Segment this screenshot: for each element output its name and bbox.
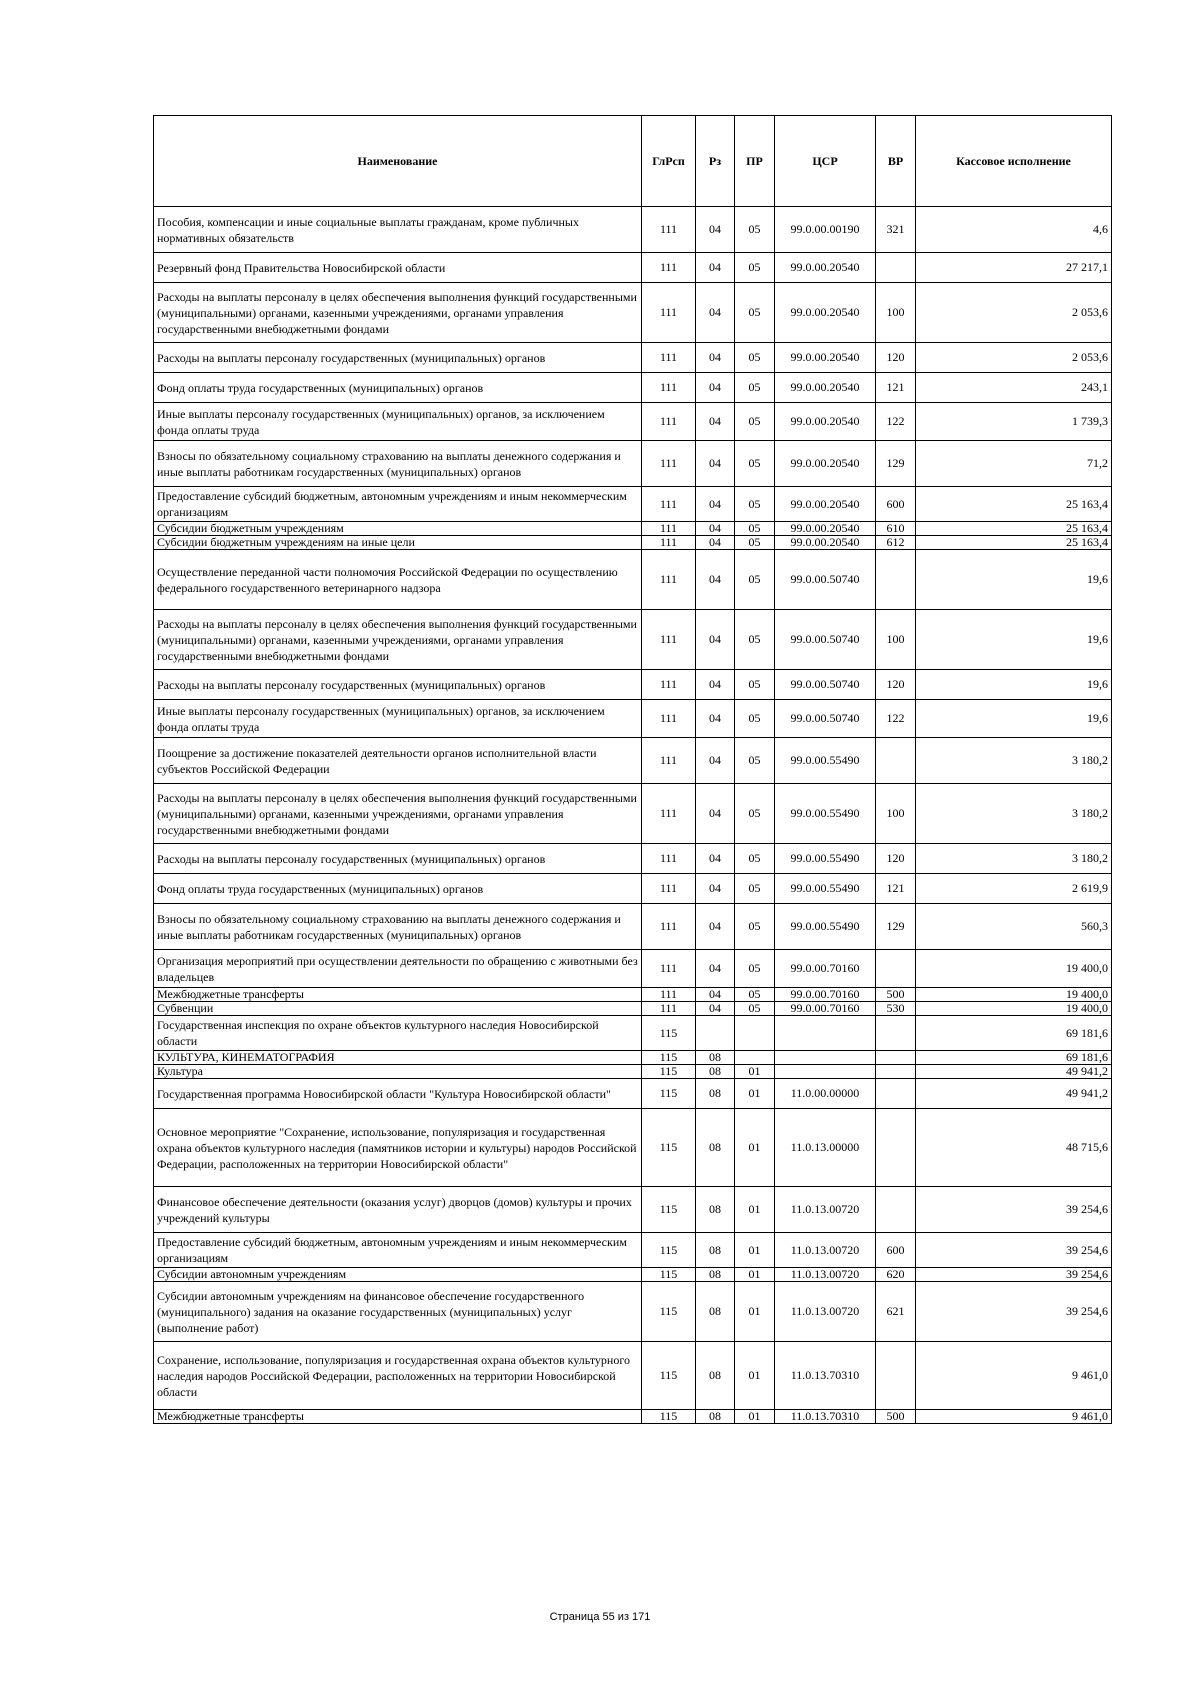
header-amount: Кассовое исполнение (916, 116, 1112, 207)
table-row (154, 1233, 1112, 1268)
cell-rz: 04 (696, 207, 735, 253)
cell-csr: 99.0.00.20540 (775, 253, 876, 283)
cell-csr: 99.0.00.55490 (775, 844, 876, 874)
cell-name: Межбюджетные трансферты (154, 1410, 642, 1424)
table-body (154, 207, 1112, 1424)
cell-rz: 08 (696, 1065, 735, 1079)
cell-pr: 01 (735, 1187, 775, 1233)
cell-glrsp: 111 (642, 874, 696, 904)
cell-rz: 08 (696, 1268, 735, 1282)
cell-amount: 39 254,6 (916, 1233, 1112, 1268)
cell-glrsp: 115 (642, 1268, 696, 1282)
cell-amount: 2 053,6 (916, 283, 1112, 343)
cell-name: Иные выплаты персоналу государственных (муниципальных) органов, за исключением фонда оплаты труда (154, 700, 642, 738)
cell-name: Основное мероприятие "Сохранение, использование, популяризация и государственная охрана объектов культурного наследия (памятников истории и культуры) народов Российской Федерации, расположенных на территории Новосибирской области" (154, 1109, 642, 1187)
cell-vr (876, 1109, 916, 1187)
cell-pr: 05 (735, 610, 775, 670)
cell-vr: 121 (876, 874, 916, 904)
cell-pr: 05 (735, 550, 775, 610)
table-row (154, 1065, 1112, 1079)
cell-amount: 3 180,2 (916, 784, 1112, 844)
cell-glrsp: 111 (642, 950, 696, 988)
table-row (154, 784, 1112, 844)
cell-amount: 25 163,4 (916, 522, 1112, 536)
cell-amount: 19 400,0 (916, 988, 1112, 1002)
header-rz: Рз (696, 116, 735, 207)
cell-rz: 04 (696, 550, 735, 610)
cell-name: Субсидии автономным учреждениям (154, 1268, 642, 1282)
cell-pr: 05 (735, 904, 775, 950)
table-row (154, 1109, 1112, 1187)
cell-csr: 99.0.00.55490 (775, 738, 876, 784)
cell-csr: 99.0.00.50740 (775, 610, 876, 670)
cell-amount: 25 163,4 (916, 487, 1112, 522)
cell-csr: 99.0.00.20540 (775, 403, 876, 441)
cell-name: Поощрение за достижение показателей деятельности органов исполнительной власти субъектов Российской Федерации (154, 738, 642, 784)
cell-rz: 08 (696, 1410, 735, 1424)
cell-csr (775, 1051, 876, 1065)
cell-name: Взносы по обязательному социальному страхованию на выплаты денежного содержания и иные выплаты работникам государственных (муниципальных) органов (154, 904, 642, 950)
cell-rz: 08 (696, 1187, 735, 1233)
cell-name: Сохранение, использование, популяризация и государственная охрана объектов культурного наследия народов Российской Федерации, расположенных на территории Новосибирской области (154, 1342, 642, 1410)
cell-glrsp: 115 (642, 1282, 696, 1342)
cell-glrsp: 111 (642, 441, 696, 487)
cell-vr (876, 1342, 916, 1410)
cell-amount: 9 461,0 (916, 1410, 1112, 1424)
cell-vr (876, 1065, 916, 1079)
cell-csr: 99.0.00.20540 (775, 373, 876, 403)
cell-rz: 04 (696, 536, 735, 550)
cell-rz: 04 (696, 844, 735, 874)
table-row (154, 1410, 1112, 1424)
cell-name: Межбюджетные трансферты (154, 988, 642, 1002)
cell-rz: 04 (696, 988, 735, 1002)
cell-pr: 05 (735, 844, 775, 874)
cell-glrsp: 111 (642, 283, 696, 343)
cell-glrsp: 111 (642, 844, 696, 874)
cell-pr: 05 (735, 738, 775, 784)
table-row (154, 373, 1112, 403)
cell-csr: 99.0.00.70160 (775, 1002, 876, 1016)
cell-glrsp: 111 (642, 700, 696, 738)
cell-amount: 39 254,6 (916, 1268, 1112, 1282)
cell-pr: 05 (735, 207, 775, 253)
cell-pr: 01 (735, 1233, 775, 1268)
cell-rz: 04 (696, 253, 735, 283)
cell-csr: 11.0.13.70310 (775, 1410, 876, 1424)
cell-amount: 3 180,2 (916, 844, 1112, 874)
cell-pr: 01 (735, 1109, 775, 1187)
cell-csr: 99.0.00.70160 (775, 988, 876, 1002)
table-row (154, 441, 1112, 487)
cell-vr (876, 550, 916, 610)
header-vr: ВР (876, 116, 916, 207)
cell-vr (876, 950, 916, 988)
table-row (154, 207, 1112, 253)
cell-rz: 04 (696, 610, 735, 670)
cell-rz: 04 (696, 950, 735, 988)
cell-vr (876, 1051, 916, 1065)
cell-glrsp: 111 (642, 610, 696, 670)
cell-glrsp: 111 (642, 670, 696, 700)
cell-vr: 620 (876, 1268, 916, 1282)
table-row (154, 738, 1112, 784)
cell-csr: 11.0.13.70310 (775, 1342, 876, 1410)
cell-name: Субсидии бюджетным учреждениям (154, 522, 642, 536)
table-row (154, 1268, 1112, 1282)
cell-vr: 100 (876, 610, 916, 670)
cell-csr: 11.0.13.00720 (775, 1187, 876, 1233)
cell-pr: 05 (735, 784, 775, 844)
cell-vr: 120 (876, 343, 916, 373)
cell-pr (735, 1051, 775, 1065)
cell-name: Культура (154, 1065, 642, 1079)
cell-glrsp: 111 (642, 487, 696, 522)
cell-pr: 01 (735, 1282, 775, 1342)
cell-amount: 71,2 (916, 441, 1112, 487)
cell-rz: 04 (696, 1002, 735, 1016)
cell-glrsp: 115 (642, 1342, 696, 1410)
cell-rz: 08 (696, 1282, 735, 1342)
cell-pr: 05 (735, 670, 775, 700)
cell-pr: 01 (735, 1268, 775, 1282)
table-row (154, 343, 1112, 373)
cell-vr: 600 (876, 487, 916, 522)
cell-vr: 120 (876, 670, 916, 700)
table-row (154, 403, 1112, 441)
cell-amount: 9 461,0 (916, 1342, 1112, 1410)
table-row (154, 904, 1112, 950)
cell-rz: 08 (696, 1342, 735, 1410)
cell-name: Расходы на выплаты персоналу в целях обеспечения выполнения функций государственными (муниципальными) органами, казенными учреждениями, органами управления государственными внебюджетными фондами (154, 610, 642, 670)
cell-amount: 48 715,6 (916, 1109, 1112, 1187)
cell-pr: 05 (735, 487, 775, 522)
cell-rz: 08 (696, 1051, 735, 1065)
cell-amount: 49 941,2 (916, 1079, 1112, 1109)
cell-vr (876, 738, 916, 784)
cell-vr (876, 1079, 916, 1109)
cell-vr: 100 (876, 784, 916, 844)
cell-amount: 19 400,0 (916, 1002, 1112, 1016)
table-row (154, 283, 1112, 343)
cell-vr: 129 (876, 904, 916, 950)
cell-pr: 05 (735, 373, 775, 403)
cell-glrsp: 115 (642, 1016, 696, 1051)
cell-vr: 321 (876, 207, 916, 253)
header-pr: ПР (735, 116, 775, 207)
cell-name: Расходы на выплаты персоналу в целях обеспечения выполнения функций государственными (муниципальными) органами, казенными учреждениями, органами управления государственными внебюджетными фондами (154, 784, 642, 844)
cell-csr: 11.0.00.00000 (775, 1079, 876, 1109)
cell-glrsp: 111 (642, 373, 696, 403)
cell-amount: 19,6 (916, 550, 1112, 610)
cell-amount: 243,1 (916, 373, 1112, 403)
cell-rz: 04 (696, 522, 735, 536)
cell-glrsp: 111 (642, 207, 696, 253)
cell-amount: 25 163,4 (916, 536, 1112, 550)
cell-rz: 04 (696, 487, 735, 522)
cell-name: Осуществление переданной части полномочия Российской Федерации по осуществлению федерального государственного ветеринарного надзора (154, 550, 642, 610)
cell-name: Государственная программа Новосибирской области "Культура Новосибирской области" (154, 1079, 642, 1109)
cell-csr: 99.0.00.55490 (775, 904, 876, 950)
budget-table (153, 115, 1112, 1424)
cell-rz: 08 (696, 1109, 735, 1187)
page-number: Страница 55 из 171 (549, 1611, 651, 1623)
cell-pr: 05 (735, 403, 775, 441)
table-row (154, 1051, 1112, 1065)
table-header-row (154, 116, 1112, 207)
cell-name: Расходы на выплаты персоналу в целях обеспечения выполнения функций государственными (муниципальными) органами, казенными учреждениями, органами управления государственными внебюджетными фондами (154, 283, 642, 343)
cell-amount: 49 941,2 (916, 1065, 1112, 1079)
cell-vr: 122 (876, 700, 916, 738)
cell-csr: 99.0.00.00190 (775, 207, 876, 253)
cell-csr: 99.0.00.55490 (775, 874, 876, 904)
table-row (154, 1002, 1112, 1016)
cell-pr (735, 1016, 775, 1051)
cell-csr: 11.0.13.00000 (775, 1109, 876, 1187)
cell-rz: 04 (696, 403, 735, 441)
cell-name: КУЛЬТУРА, КИНЕМАТОГРАФИЯ (154, 1051, 642, 1065)
table-row (154, 950, 1112, 988)
cell-csr: 99.0.00.70160 (775, 950, 876, 988)
cell-glrsp: 111 (642, 988, 696, 1002)
cell-amount: 19 400,0 (916, 950, 1112, 988)
cell-glrsp: 111 (642, 738, 696, 784)
cell-vr: 500 (876, 1410, 916, 1424)
cell-csr (775, 1016, 876, 1051)
table-row (154, 700, 1112, 738)
cell-amount: 560,3 (916, 904, 1112, 950)
cell-pr: 05 (735, 441, 775, 487)
cell-csr: 11.0.13.00720 (775, 1233, 876, 1268)
table-row (154, 253, 1112, 283)
cell-name: Финансовое обеспечение деятельности (оказания услуг) дворцов (домов) культуры и прочих учреждений культуры (154, 1187, 642, 1233)
cell-amount: 27 217,1 (916, 253, 1112, 283)
cell-glrsp: 115 (642, 1410, 696, 1424)
cell-glrsp: 111 (642, 253, 696, 283)
cell-rz (696, 1016, 735, 1051)
cell-amount: 4,6 (916, 207, 1112, 253)
cell-pr: 01 (735, 1342, 775, 1410)
cell-vr: 612 (876, 536, 916, 550)
cell-csr (775, 1065, 876, 1079)
cell-name: Организация мероприятий при осуществлении деятельности по обращению с животными без владельцев (154, 950, 642, 988)
cell-glrsp: 115 (642, 1079, 696, 1109)
cell-rz: 04 (696, 784, 735, 844)
table-row (154, 988, 1112, 1002)
cell-rz: 04 (696, 700, 735, 738)
cell-amount: 69 181,6 (916, 1051, 1112, 1065)
cell-vr: 120 (876, 844, 916, 874)
cell-name: Предоставление субсидий бюджетным, автономным учреждениям и иным некоммерческим организациям (154, 487, 642, 522)
cell-name: Пособия, компенсации и иные социальные выплаты гражданам, кроме публичных нормативных обязательств (154, 207, 642, 253)
cell-name: Предоставление субсидий бюджетным, автономным учреждениям и иным некоммерческим организациям (154, 1233, 642, 1268)
table-row (154, 1187, 1112, 1233)
cell-name: Субсидии автономным учреждениям на финансовое обеспечение государственного (муниципального) задания на оказание государственных (муниципальных) услуг (выполнение работ) (154, 1282, 642, 1342)
cell-amount: 39 254,6 (916, 1187, 1112, 1233)
table-row (154, 610, 1112, 670)
cell-rz: 04 (696, 441, 735, 487)
table-row (154, 1079, 1112, 1109)
cell-rz: 04 (696, 343, 735, 373)
cell-glrsp: 111 (642, 536, 696, 550)
table-row (154, 487, 1112, 522)
cell-amount: 19,6 (916, 670, 1112, 700)
cell-vr: 600 (876, 1233, 916, 1268)
cell-pr: 01 (735, 1410, 775, 1424)
cell-pr: 05 (735, 283, 775, 343)
cell-name: Расходы на выплаты персоналу государственных (муниципальных) органов (154, 844, 642, 874)
cell-amount: 1 739,3 (916, 403, 1112, 441)
cell-glrsp: 111 (642, 343, 696, 373)
cell-name: Расходы на выплаты персоналу государственных (муниципальных) органов (154, 670, 642, 700)
cell-name: Иные выплаты персоналу государственных (муниципальных) органов, за исключением фонда оплаты труда (154, 403, 642, 441)
cell-vr: 122 (876, 403, 916, 441)
cell-pr: 05 (735, 950, 775, 988)
cell-rz: 04 (696, 738, 735, 784)
cell-rz: 04 (696, 283, 735, 343)
cell-glrsp: 111 (642, 904, 696, 950)
cell-glrsp: 111 (642, 1002, 696, 1016)
cell-csr: 11.0.13.00720 (775, 1268, 876, 1282)
cell-csr: 11.0.13.00720 (775, 1282, 876, 1342)
table-row (154, 536, 1112, 550)
cell-name: Резервный фонд Правительства Новосибирской области (154, 253, 642, 283)
table-row (154, 550, 1112, 610)
cell-glrsp: 111 (642, 403, 696, 441)
cell-glrsp: 111 (642, 522, 696, 536)
cell-name: Фонд оплаты труда государственных (муниципальных) органов (154, 874, 642, 904)
cell-pr: 05 (735, 343, 775, 373)
cell-csr: 99.0.00.50740 (775, 700, 876, 738)
table-row (154, 844, 1112, 874)
cell-glrsp: 115 (642, 1109, 696, 1187)
cell-csr: 99.0.00.20540 (775, 536, 876, 550)
cell-glrsp: 115 (642, 1187, 696, 1233)
table-row (154, 670, 1112, 700)
table-row (154, 1342, 1112, 1410)
cell-csr: 99.0.00.20540 (775, 487, 876, 522)
cell-glrsp: 111 (642, 784, 696, 844)
cell-rz: 04 (696, 904, 735, 950)
cell-name: Субвенции (154, 1002, 642, 1016)
cell-vr: 121 (876, 373, 916, 403)
cell-glrsp: 115 (642, 1051, 696, 1065)
header-glrsp: ГлРсп (642, 116, 696, 207)
cell-pr: 05 (735, 536, 775, 550)
cell-vr (876, 253, 916, 283)
cell-vr: 610 (876, 522, 916, 536)
cell-rz: 04 (696, 373, 735, 403)
cell-pr: 05 (735, 522, 775, 536)
table-row (154, 522, 1112, 536)
cell-csr: 99.0.00.20540 (775, 441, 876, 487)
table-row (154, 1282, 1112, 1342)
cell-amount: 69 181,6 (916, 1016, 1112, 1051)
cell-rz: 04 (696, 670, 735, 700)
cell-rz: 08 (696, 1233, 735, 1268)
cell-csr: 99.0.00.50740 (775, 550, 876, 610)
cell-vr: 621 (876, 1282, 916, 1342)
header-name: Наименование (154, 116, 642, 207)
cell-pr: 05 (735, 253, 775, 283)
cell-rz: 04 (696, 874, 735, 904)
cell-amount: 2 053,6 (916, 343, 1112, 373)
cell-vr: 100 (876, 283, 916, 343)
cell-pr: 05 (735, 988, 775, 1002)
cell-pr: 01 (735, 1079, 775, 1109)
table-row (154, 874, 1112, 904)
cell-glrsp: 115 (642, 1233, 696, 1268)
header-csr: ЦСР (775, 116, 876, 207)
cell-amount: 39 254,6 (916, 1282, 1112, 1342)
cell-csr: 99.0.00.20540 (775, 283, 876, 343)
cell-amount: 2 619,9 (916, 874, 1112, 904)
cell-glrsp: 115 (642, 1065, 696, 1079)
cell-name: Государственная инспекция по охране объектов культурного наследия Новосибирской области (154, 1016, 642, 1051)
cell-csr: 99.0.00.20540 (775, 343, 876, 373)
cell-csr: 99.0.00.20540 (775, 522, 876, 536)
table-row (154, 1016, 1112, 1051)
cell-name: Фонд оплаты труда государственных (муниципальных) органов (154, 373, 642, 403)
cell-amount: 3 180,2 (916, 738, 1112, 784)
cell-vr (876, 1016, 916, 1051)
cell-amount: 19,6 (916, 610, 1112, 670)
cell-vr: 500 (876, 988, 916, 1002)
cell-csr: 99.0.00.55490 (775, 784, 876, 844)
cell-name: Субсидии бюджетным учреждениям на иные цели (154, 536, 642, 550)
cell-pr: 01 (735, 1065, 775, 1079)
cell-rz: 08 (696, 1079, 735, 1109)
cell-vr (876, 1187, 916, 1233)
cell-amount: 19,6 (916, 700, 1112, 738)
cell-vr: 129 (876, 441, 916, 487)
cell-pr: 05 (735, 1002, 775, 1016)
cell-name: Взносы по обязательному социальному страхованию на выплаты денежного содержания и иные выплаты работникам государственных (муниципальных) органов (154, 441, 642, 487)
cell-glrsp: 111 (642, 550, 696, 610)
cell-name: Расходы на выплаты персоналу государственных (муниципальных) органов (154, 343, 642, 373)
cell-csr: 99.0.00.50740 (775, 670, 876, 700)
cell-pr: 05 (735, 874, 775, 904)
cell-vr: 530 (876, 1002, 916, 1016)
cell-pr: 05 (735, 700, 775, 738)
